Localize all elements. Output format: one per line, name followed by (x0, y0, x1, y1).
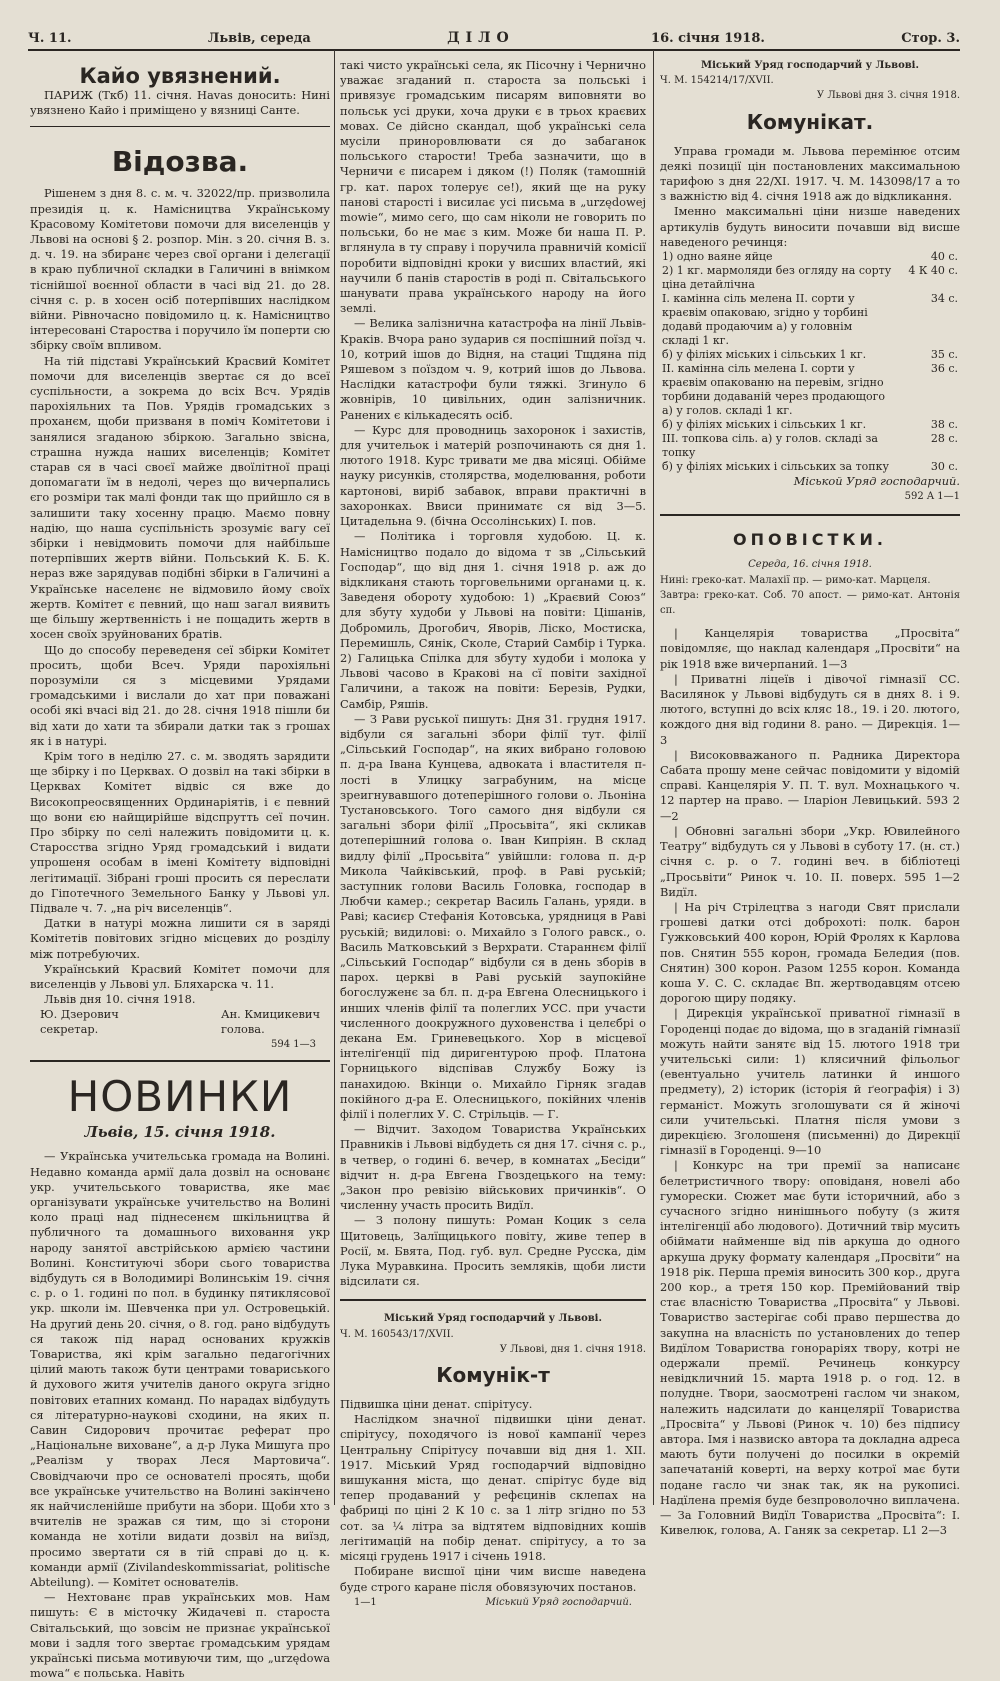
price-value: 38 с. (930, 418, 958, 432)
secretary-role: секретар. (40, 1022, 99, 1037)
price-item: II. камінна сіль мелена I. сорти у краєвім опакованю на перевім, згідно торбини додаваній через продающого а) у голов. складі 1 кг. (662, 362, 885, 418)
price-value: 4 К 40 с. (908, 264, 958, 278)
komunikat-headline: Комунік-т (436, 1363, 550, 1388)
komunikat-number: Ч. М. 154214/17/XVII. (660, 75, 774, 87)
price-row (660, 264, 960, 292)
issue-date: 16. січня 1918. (651, 31, 765, 46)
notice-item: | На річ Стрілецтва з нагоди Свят прислали грошеві датки отсі доброхоті: полк. барон Гужковський 400 корон, Юрій Фролях к Карлова пов. Снятин 555 корон, громада Беледия (пов. Снятин) 300 корон. Разом 1255 корон. Команда коша У. С. С. складає Вп. жертводавцям отсею дорогою щиру подяку. (660, 899, 960, 1006)
section-rule (340, 1299, 646, 1301)
price-row (660, 362, 960, 418)
komunikat-intro: Управа громади м. Львова перемінює отсим деякі позиції цін постановлених максимальною тарифою з дня 22/XI. 1917. Ч. М. 143098/17 а то з важністю від 4. січня 1918 аж до відкликання. (660, 143, 960, 204)
price-value: 40 с. (930, 250, 958, 264)
price-item: б) у філіях міських і сільських за топку (662, 460, 889, 474)
section-rule (660, 514, 960, 516)
news-item: — Велика залізнична катастрофа на лінії Львів-Краків. Вчора рано зударив ся поспішний поїзд ч. 10, котрий ішов до Відня, на стациі Тщдяна під Ряшевом з поїздом ч. 9, котрий ішов до Львова. Наслідки катастрофи були тяжкі. Згинуло 6 жовнірів, 10 цивільних, один залізничник. Ранених є кількадесять осіб. (340, 316, 646, 422)
news-item: — Курс для проводниць захоронок і захистів, для учительок і матерій розпочинають ся дня 1. лютого 1918. Курс тривати ме два місяці. Обійме науку рисунків, столярства, моделювання, роботи картонові, виріб забавок, вправи практичні в захоронках. Ввиси приниматє ся від 3—5. Цитадельна 9. (бічна Оссолінських) І. пов. (340, 422, 646, 529)
head-name: Ан. Кмицикевич (220, 1007, 320, 1022)
notice-item: | Дирекція української приватної гімназії в Городенці подає до відома, що в згаданій гімназії можуть найти занятє від 15. лютого 1918 три учительські сили: 1) клясичний фільольог (евентуально учитель латинки й иншого предмету), 2) історик (історія й ґеографія) і 3) германіст. Можуть зголошувати ся й жіночі сили учительські. Платня після умови з дирекцією. Зголошеня (письменні) до Дирекції гімназії в Городенці. 9—10 (660, 1006, 960, 1158)
komunikat-signature: Міський Уряд господарчий. (485, 1596, 632, 1608)
news-item: — Нехтованє прав українських мов. Нам пишуть: Є в місточку Жидачеві п. староста Світальський, що зовсім не признає української мови і задля того звертає громадським урядам українські письма мотивуючи тим, що „urzędowa mowa“ є польська. Навіть (30, 1590, 330, 1681)
vidozva-ref (30, 1039, 330, 1050)
news-item: — З Рави руської пишуть: Дня 31. грудня 1917. відбули ся загальні збори філії тут. філії „Сільський Господар“, на яких вибрано головою п. д-ра Івана Кунцева, адвоката і властителя п-лості в Улицку заграбуним, на місце зреигнувавшого дотеперішного голови о. Льоніна Тустановського. Того самого дня відбули ся загальні збори філії „Просьвіта“, які скликав дотеперішний голова о. Іван Кипріян. В склад видлу філії „Просьвіта“ увійшли: голова п. д-р Микола Чайківський, проф. в Раві руській; заступник голови Василь Головка, господар в Любчи камер.; секретар Василь Галань, уряди. в Раві; касиєр Стефанія Котовська, урядниця в Раві руській; видилові: о. Михайло з Голого равск., о. Василь Матковський з Верхрати. Стараннєм філії „Сільський Господар“ відбули ся в день зборів в парох. церкві в Раві руській заупокійне богослуженє за бл. п. д-ра Евгена Олесницького і инших членів філії та полеглих УСС. при участи численного доокружного духовенства і целєбрі о декана Ем. Гриневецького. Хор в місцевої інтеліґенції під диригентурою проф. Платона Горницького відспівав Службу Божу із панахидою. Вкінци о. Михайло Гірняк згадав покійного д-ра Е. Олесницького, покійних членів філії і полеглих У. С. Стрільців. — Г. (340, 711, 646, 1122)
head-role: голова. (220, 1022, 265, 1037)
column-2 (340, 58, 646, 1608)
vidozva-sign-date: Львів дня 10. січня 1918. (44, 992, 196, 1007)
column-3 (660, 58, 960, 1538)
price-row (660, 418, 960, 432)
notice-item: | Конкурс на три премії за написанє белетристичного твору: оповіданя, новелі або гуморески. Сюжет має бути історичний, або з сучасного згідно нинішнього побуту (з житя інтелігенції або людового). Дотичний твір мусить обіймати найменше від пів аркуша до одного аркуша друку формату календаря „Просвіти“ на 1918 рік. Перша премія виносить 300 кор., друга 200 кор., а третя 150 кор. Премійований твір стає власністю Товариства „Просвіта“ у Львові. Товариство застерігає собі право першества до закупна на власність по установлених до тепер Видїлом Товариства гонораріях твору, котрі не одержали премії. Речинець конкурсу невідкличний 15. марта 1918 р. о год. 12. в полудне. Твори, заосмотрені гаслом чи знаком, належить надсилати до канцелярії Товариства „Просвіта“ у Львові (Ринок ч. 10) без підпису автора. Імя і назвиско автора та докладна адреса мають бути получені до посилки в окремій запечатаній коверті, на верху котрої має бути подане гасло чи знак так, як на рукописі. Надїлена премія буде безпроволочно виплачена. — За Головний Видїл Товариства „Просвіта“: І. Кивелюк, голова, А. Ганяк за секретар. L1 2—3 (660, 1158, 960, 1538)
komunikat-text-2: Побиране висшої ціни чим висше наведена буде строго каране після обовязуючих постанов. (340, 1564, 646, 1594)
notice-item: | Обновні загальні збори „Укр. Ювилейного Театру“ відбудуть ся у Львові в суботу 17. (н. ст.) січня с. р. о 7. годині веч. в бібліотеці „Просьвіти“ Ринок ч. 10. II. поверх. 595 1—2 Видїл. (660, 823, 960, 899)
novynky-headline: НОВИНКИ (67, 1072, 293, 1122)
place-day: Львів, середа (207, 31, 311, 46)
notice-item: | Високовважаного п. Радника Директора Сабата прошу мене сейчас повідомити у відомій справі. Канцелярія У. П. Т. вул. Мохнацького ч. 12 партер на право. — Іларіон Левицький. 593 2—2 (660, 747, 960, 823)
news-item: — Українська учительська громада на Волині. Недавно команда армії дала дозвіл на основанє укр. учительського товариства, яке має організувати українське учительство на Волині коло праці над піднесенєм шкільництва й публичного та домашнього виховання укр народу занятої австрійською армією частини Волині. Конституючі збори сього товариства відбудуть ся в Володимирі Волинськім 19. січня с. р. о 1. годині по пол. в будинку пятиклясової укр. школи ім. Шевченка при ул. Островецькій. На другий день 20. січня, о 8. год. рано відбудуть ся також під нарад основаних кружків Товариства, які крім загально педагогічних цілий мають також бути центрами товариського й духового житя учителів даного округа згідно повітових етапних команд. По нарадах відбудуть ся літературно-наукові сходини, на яких п. Савин Сидорович прочитає реферат про „Національне виховане“, а д-р Лука Мишуга про „Реалізм у творах Леся Мартовича“. Свовідчаючи про се основателі просять, щоби все українське учительство на Волині закінчено як найчисленійше прибути на збори. Щоби хто з вчителів не зражав ся тим, що зі сторони команда не хотіли видати дозвіл на виїзд, просимо звертати ся в тій справі до ц. к. команди армії (Zivilandeskommissariat, politische Abteilung). — Комітет основателів. (30, 1149, 330, 1590)
news-item: такі чисто українські села, як Пісочну і Чернично уважає згаданий п. староста за польські і привязує громадським писарям виповняти во польськ усі друки, хоча друки є в трьох краєвих мовах. Се дійсно скандал, щоб українські села мусіли приноровлювати ся до забаганок польського старости! Треба зазначити, що в Черничи є писарем і дяком (!) Поляк (тамошній гр. кат. парох толерує се!), який ще на руку панові старості і висилає усі письма в „urzędowej mowie“, мимо сего, що сам ніколи не говорить по польськи, бо не має з ким. Може би наша П. Р. вглянула в ту справу і поручила правничій комісії поробити відповідні кроки у висших властий, які научили б панів старостів в роді п. Світальського шанувати права українського народу на його землі. (340, 58, 646, 316)
signature-secretary (40, 1007, 119, 1037)
kayo-text: ПАРИЖ (Ткб) 11. січня. Havas доносить: Нині увязнено Кайо і приміщено у вязниці Санте. (30, 88, 330, 118)
price-row (660, 348, 960, 362)
news-item: — Відчит. Заходом Товариства Українських Правників і Львові відбудеть ся дня 17. січня с. р., в четвер, о годині 6. вечер, в комнатах „Бесіди“ відчит н. д-ра Евгена Гвоздецького на тему: „Закон про ревізію військових причинків“. О численну участь просить Видїл. (340, 1122, 646, 1213)
calendar-today: Нині: греко-кат. Малахії пр. — римо-кат. Марцеля. (660, 574, 931, 586)
signature-head (221, 1007, 320, 1037)
vidozva-headline: Відозва. (111, 145, 249, 179)
vidozva-paragraph: Крім того в неділю 27. с. м. зводять зарядити ще збірку і по Церквах. О дозвіл на такі збірки в Церквах Комітет відвіс ся вже до Високопреосвященних Ординаріятів, і є певний що вони єю найщирійше відспрутть сеї почин. Про збірку по селі належить повідомити ц. к. Старосства згідно Уряд громадський і видати упрошеня особам в імені Комітету відповідні легітимації. Зібрані гроші просить ся переслати до Гіпотечного Земельного Банку у Львові ул. Підвале ч. 7. „на річ виселенців“. (30, 748, 330, 915)
notice-item: | Канцелярія товариства „Просвіта“ повідомляє, що наклад календаря „Просвіти“ на рік 1918 вже вичерпаний. 1—3 (660, 626, 960, 671)
vidozva-paragraph: Датки в натурі можна лишити ся в заряді Комітетів повітових згідно місцевих до розділу між потребуючих. (30, 916, 330, 961)
price-row (660, 250, 960, 264)
price-row (660, 432, 960, 460)
signatures (30, 1007, 330, 1037)
komunikat-text: Наслідком значної підвишки ціни денат. спірітусу, походячого із нової кампанії через Центральну Спірітусу почавши від дня 1. XII. 1917. Міський Уряд господарчий відповідно вишукання міста, що денат. спірітус буде від тепер продаваний у рефєцинів склепах на фабриці по ціні 2 К 10 с. за 1 літр згідно по 53 сот. за ¼ літра за відтятем відповідних кошів легітимацій на побір денат. спірітусу, а то за місяці грудень 1917 і січень 1918. (340, 1412, 646, 1564)
kayo-headline: Кайо увязнений. (79, 64, 281, 88)
masthead (28, 26, 960, 51)
vidozva-paragraph: Рішенем з дня 8. с. м. ч. 32022/пр. призволила президія ц. к. Намісництва Українському Красовому Комітетови помочи для виселенців у Львові на основі § 2. розпор. Мін. з 20. січня В. з. д. ч. 19. на збиранє через свої органи і делєгації в краю публичної складки в Галичині в внімком тіснійшої воєнної области в часі від 21. до 28. січня с. р. в хосен осіб потерпівших наслідком війни. Рівночасно повідомило ц. к. Намісництво інтересовані Староства і поручило їм поперти сю збірку своїм впливом. (30, 186, 330, 353)
price-row (660, 460, 960, 474)
komunikat-date: У Львові, дня 1. січня 1918. (499, 1343, 646, 1355)
price-item: б) у філіях міських і сільських 1 кг. (662, 348, 867, 362)
news-item: — З полону пишуть: Роман Коцик з села Щитовець, Залїщицького повіту, живе тепер в Росії, м. Бвята, Под. губ. вул. Средне Русска, дім Лука Муравкина. Просить земляків, щоби листи відсилати ся. (340, 1213, 646, 1289)
komunikat-footer (340, 1597, 646, 1608)
price-item: III. топкова сіль. а) у голов. складі за топку (662, 432, 878, 460)
price-item: 1) одно ваяне яйце (662, 250, 773, 264)
news-item: — Політика і торговля худобою. Ц. к. Намісництво подало до відома т зв „Сільський Господар“, що від дня 1. січня 1918 р. аж до відкликаня стають торговельними органами ц. к. Заведеня обороту худобою: 1) „Краєвий Союз“ для збуту худоби у Львові на повіти: Цішанів, Добромиль, Дрогобич, Яворів, Ліско, Мостиска, Перемишль, Сянік, Сколе, Старий Самбір і Турка. 2) Галицька Спілка для збуту худоби і молока у Львові часово в Кракові на сї повіти західної Галичини, а також на повіти: Березів, Рудки, Самбір, Ряшів. (340, 529, 646, 711)
price-item: І. камінна сіль мелена II. сорти у краєвім опаковаю, згідно у торбині додавй продаючим а) у головнім складі 1 кг. (662, 292, 868, 348)
opovistky-headline: ОПОВІСТКИ. (733, 530, 887, 550)
opovistky-date: Середа, 16. січня 1918. (748, 559, 872, 571)
vidozva-paragraph: На тій підставі Український Красвий Комітет помочи для виселенців звертає ся до всеї суспільности, а зокрема до всіх Всч. Урядів парохіяльних та Пов. Урядів громадських з проханєм, щоби призваня в поміч Комітетови і занялися згаданою збіркою. Загально звісна, страшна нужда наших виселенців; Комітет старав ся в часі своєї майже двоїлітної праці допомагати їм в недолі, через що вичерпались єго розміри так малі фонди так що прийшло ся в залишити таку хосенну працю. Маємо повну надію, що наша суспільність зрозуміє вагу сеї збірки і невідмовить помочи для найбільше потерпівших жертв війни. Польський К. Б. К. нераз вже зарядував подібні збірки в Галичині а Українське населенє не відмовило йому своїх жертв. Комітет є певний, що наш загал виявить ще більшу жертвенність і не пощадить жертв в хосен своїх зруйнованих братів. (30, 353, 330, 642)
section-rule (30, 126, 330, 127)
newspaper-title: ДІЛО (447, 30, 515, 46)
komunikat-office: Міський Уряд господарчий у Львові. (701, 60, 919, 71)
komunikat-signature: Міськой Уряд господарчий. (793, 474, 960, 489)
komunikat-date: У Львові дня 3. січня 1918. (816, 90, 960, 102)
price-value: 36 с. (930, 362, 958, 376)
price-value: 35 с. (930, 348, 958, 362)
price-table (660, 250, 960, 474)
price-value: 34 с. (930, 292, 958, 306)
komunikat-number: Ч. М. 160543/17/XVII. (340, 1328, 454, 1340)
calendar-tomorrow: Завтра: греко-кат. Соб. 70 апост. — римо-кат. Антонія сп. (660, 589, 960, 617)
secretary-name: Ю. Дзерович (40, 1007, 119, 1022)
vidozva-ref-number: 594 1—3 (271, 1039, 316, 1051)
notice-item: | Приватні ліцеїв і дівочої гімназії СС. Василянок у Львові відбудуть ся в днях 8. і 9. лютого, вступні до всіх кляс 18., 19. і 20. лютого, кождого дня від години 8. рано. — Дирекція. 1—3 (660, 671, 960, 747)
novynky-dateline: Львів, 15. січня 1918. (84, 1123, 276, 1142)
vidozva-sign-org: Український Красвий Комітет помочи для виселенців у Львові ул. Бляхарска ч. 11. (30, 961, 330, 991)
section-rule (30, 1060, 330, 1062)
column-divider (334, 50, 335, 1505)
komunikat-intro-2: Іменно максимальні ціни низше наведених артикулів будуть виносити почавши від висше наведеного речинця: (660, 204, 960, 249)
price-value: 30 с. (930, 460, 958, 474)
vidozva-paragraph: Що до способу переведеня сеї збірки Комітет просить, щоби Всеч. Уряди парохіяльні порозуміли ся з місцевими Урядами громадськими і вислали до хат при поважані особі які вчасі від 21. до 28. січня 1918 пішли би від хати до хати та збирали датки так з грошах як і в натурі. (30, 642, 330, 748)
price-item: б) у філіях міських і сільських 1 кг. (662, 418, 867, 432)
issue-number: Ч. 11. (28, 31, 72, 46)
price-value: 28 с. (930, 432, 958, 446)
column-1 (30, 58, 330, 1681)
komunikat-office: Міський Уряд господарчий у Львові. (384, 1313, 602, 1325)
komunikat-headline: Комунікат. (746, 109, 874, 134)
komunikat-subtitle: Підвишка ціни денат. спірітусу. (340, 1397, 533, 1412)
price-row (660, 292, 960, 348)
komunikat-ref: 592 A 1—1 (904, 491, 960, 503)
price-item: 2) 1 кг. мармоляди без огляду на сорту ціна детайлічна (662, 264, 892, 292)
komunikat-ref: 1—1 (354, 1596, 377, 1608)
page-number: Стор. 3. (901, 31, 960, 46)
column-divider (653, 50, 654, 1505)
